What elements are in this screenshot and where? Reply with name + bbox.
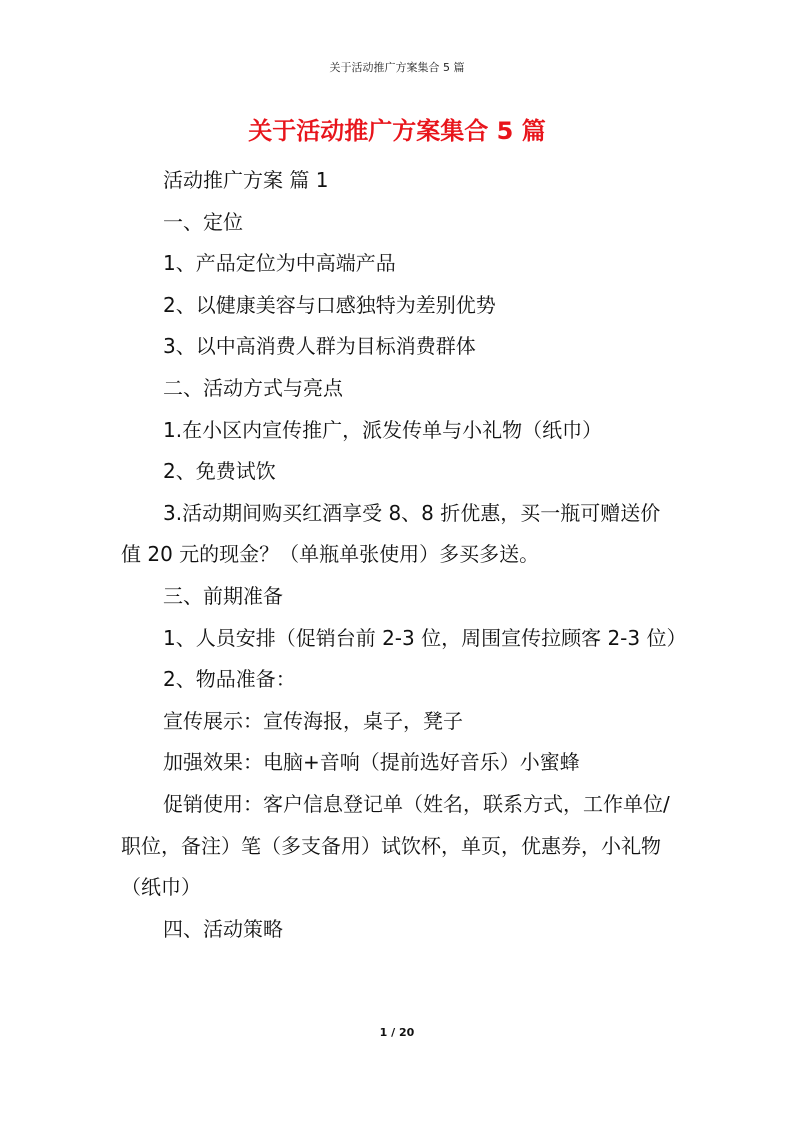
heading-preparation: 三、前期准备: [163, 583, 283, 608]
body-paragraph: 宣传展示：宣传海报，桌子，凳子: [163, 708, 463, 733]
list-item: 2、物品准备：: [163, 667, 296, 692]
heading-activity-methods: 二、活动方式与亮点: [163, 375, 343, 400]
list-item: 1、产品定位为中高端产品: [163, 251, 396, 276]
list-item: 1.在小区内宣传推广，派发传单与小礼物（纸巾）: [163, 417, 603, 442]
list-item: 3.活动期间购买红酒享受 8、8 折优惠，买一瓶可赠送价值 20 元的现金？（单瓶单张使用）多买多送。: [121, 500, 661, 567]
list-item: 1、人员安排（促销台前 2-3 位，周围宣传拉顾客 2-3 位）: [163, 625, 687, 650]
body-paragraph: 促销使用：客户信息登记单（姓名，联系方式，工作单位/职位，备注）笔（多支备用）试饮杯，单页，优惠券，小礼物（纸巾）: [121, 791, 670, 900]
body-paragraph: 加强效果：电脑+音响（提前选好音乐）小蜜蜂: [163, 750, 580, 775]
heading-positioning: 一、定位: [163, 209, 243, 234]
heading-strategy: 四、活动策略: [163, 916, 283, 941]
page-number: 1 / 20: [379, 1026, 415, 1039]
section-heading-part1: 活动推广方案 篇 1: [163, 168, 329, 192]
document-body: [121, 160, 687, 950]
list-item: 2、以健康美容与口感独特为差别优势: [163, 292, 496, 317]
document-title: 关于活动推广方案集合 5 篇: [248, 117, 546, 145]
list-item: 3、以中高消费人群为目标消费群体: [163, 334, 476, 359]
running-header: 关于活动推广方案集合 5 篇: [329, 61, 465, 74]
list-item: 2、免费试饮: [163, 459, 276, 484]
